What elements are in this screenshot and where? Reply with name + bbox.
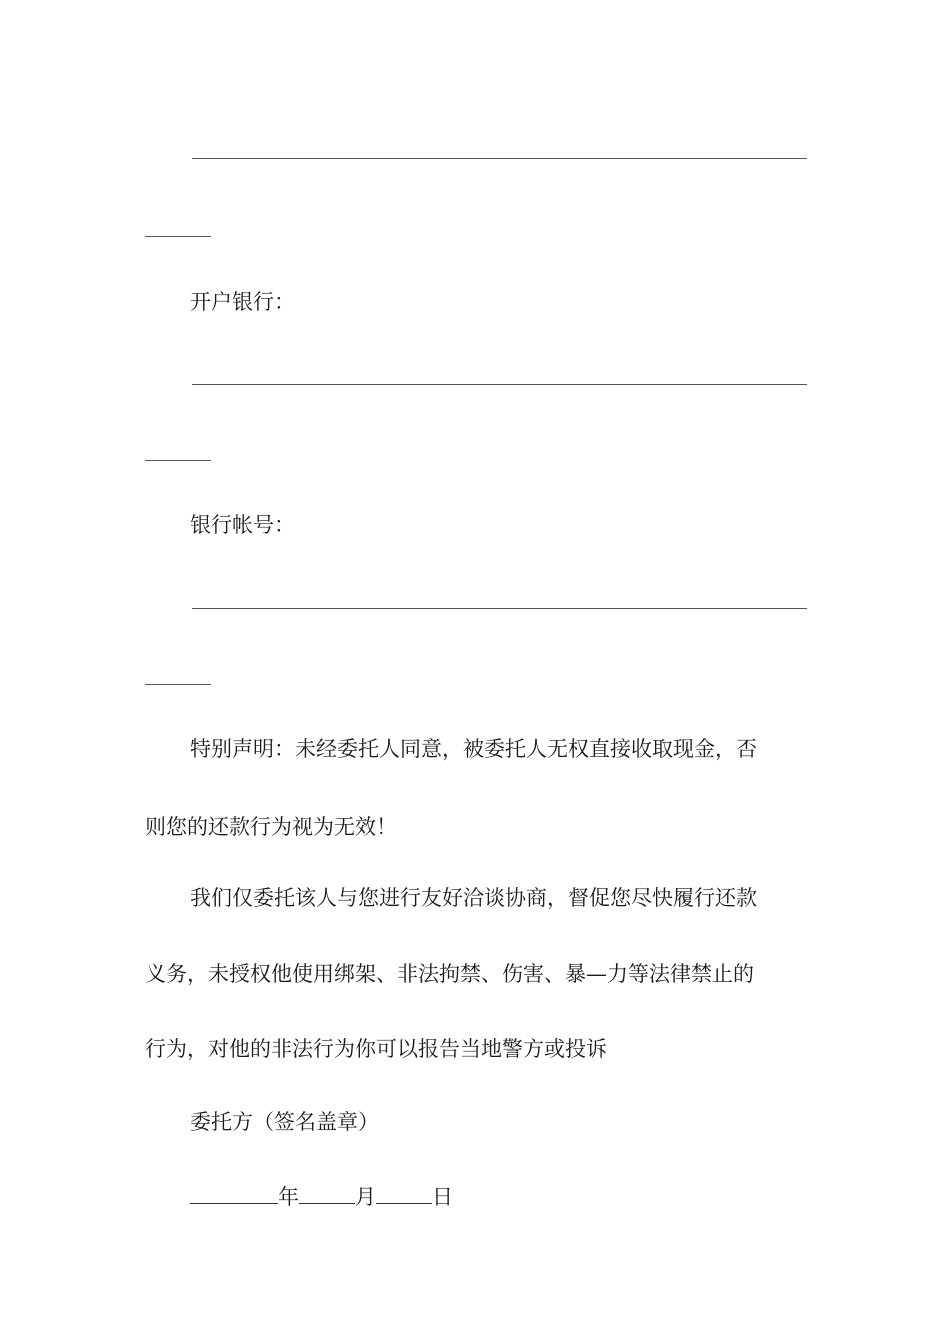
statement-line-3: 行为，对他的非法行为你可以报告当地警方或投诉 xyxy=(145,1037,607,1061)
signature-label: 委托方（签名盖章） xyxy=(190,1110,379,1134)
day-blank[interactable] xyxy=(376,1181,432,1204)
bank-name-label: 开户银行： xyxy=(190,290,295,314)
year-label: 年 xyxy=(278,1185,299,1209)
bank-account-fill-line xyxy=(192,608,807,609)
bank-account-label: 银行帐号： xyxy=(190,513,295,537)
month-blank[interactable] xyxy=(299,1181,355,1204)
bank-account-fill-line-continuation xyxy=(145,684,211,685)
month-label: 月 xyxy=(355,1185,376,1209)
fill-in-line-continuation xyxy=(145,236,211,237)
year-blank[interactable] xyxy=(190,1181,278,1204)
fill-in-line xyxy=(192,158,807,159)
statement-line-1: 我们仅委托该人与您进行友好洽谈协商，督促您尽快履行还款 xyxy=(190,886,757,910)
date-line xyxy=(190,1181,453,1212)
bank-name-fill-line xyxy=(192,384,807,385)
notice-line-1: 特别声明：未经委托人同意，被委托人无权直接收取现金，否 xyxy=(190,737,757,761)
bank-name-fill-line-continuation xyxy=(145,460,211,461)
day-label: 日 xyxy=(432,1185,453,1209)
statement-line-2: 义务，未授权他使用绑架、非法拘禁、伤害、暴—力等法律禁止的 xyxy=(145,962,754,986)
notice-line-2: 则您的还款行为视为无效！ xyxy=(145,815,397,839)
